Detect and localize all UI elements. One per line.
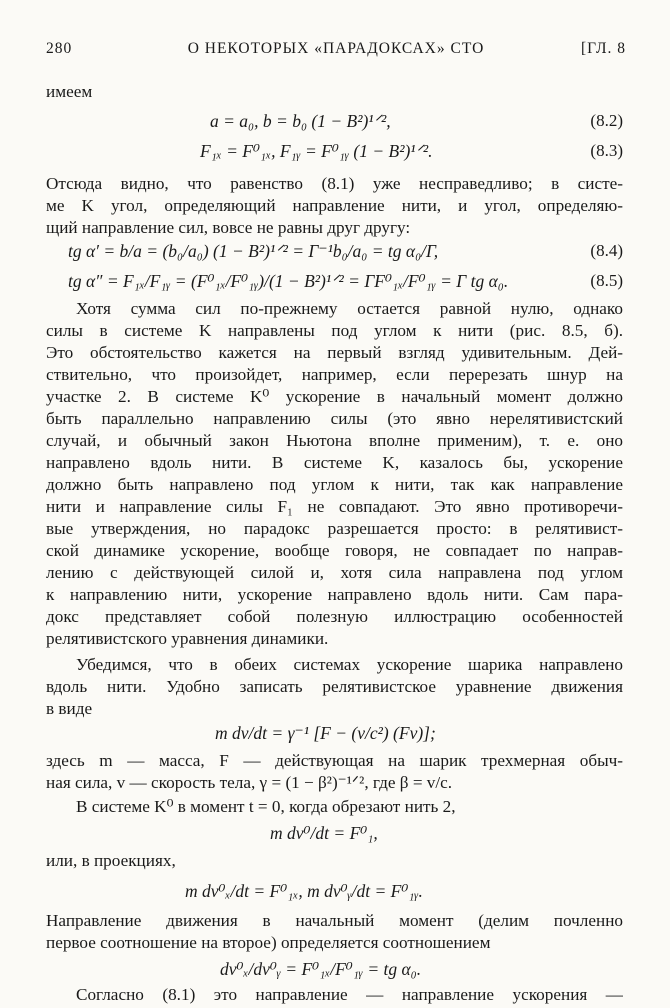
paragraph-line: В системе K⁰ в момент t = 0, когда обрезают нить 2, [76, 797, 456, 816]
equation-8-4: tg α′ = b/a = (b₀/a₀) (1 − B²)¹ᐟ² = Γ⁻¹b₀/a₀ = tg α₀/Γ, [68, 241, 439, 261]
paragraph-line: вдоль нити. Удобно записать релятивистское уравнение движения [46, 677, 623, 696]
paragraph-line: релятивистского уравнения динамики. [46, 629, 329, 648]
paragraph-line: должно быть направлено под углом к нити, так как направление [46, 475, 623, 494]
paragraph-line: ствительно, что произойдет, например, если перерезать шнур на [46, 365, 623, 384]
paragraph-line: здесь m — масса, F — действующая на шарик трехмерная обыч- [46, 751, 623, 770]
equation-projections: m dv⁰ₓ/dt = F⁰₁ₓ, m dv⁰ᵧ/dt = F⁰₁ᵧ. [185, 881, 423, 901]
paragraph-line: силы в системе K направлены под углом к нити (рис. 8.5, б). [46, 321, 623, 340]
paragraph-line: первое соотношение на второе) определяется соотношением [46, 933, 491, 952]
intro-text: имеем [46, 82, 93, 101]
paragraph-line: лению с действующей силой и, хотя сила направлена под углом [46, 563, 623, 582]
paragraph-line: Направление движения в начальный момент (делим почленно [46, 911, 623, 930]
paragraph-line: щий направление сил, вовсе не равны друг другу: [46, 218, 411, 237]
paragraph-line: или, в проекциях, [46, 851, 176, 870]
paragraph-line: Согласно (8.1) это направление — направление ускорения — [76, 985, 623, 1004]
equation-k0: m dv⁰/dt = F⁰₁, [270, 823, 378, 843]
chapter-marker: [ГЛ. 8 [581, 40, 626, 57]
paragraph-line: направлено вдоль нити. В системе K, казалось бы, ускорение [46, 453, 623, 472]
paragraph-line: Это обстоятельство кажется на первый взгляд удивительным. Дей- [46, 343, 623, 362]
equation-label-8-3: (8.3) [590, 141, 623, 160]
equation-8-2: a = a₀, b = b₀ (1 − B²)¹ᐟ², [210, 111, 391, 131]
equation-label-8-5: (8.5) [590, 271, 623, 290]
paragraph-line: к направлению нити, ускорение направлено вдоль нити. Сам пара- [46, 585, 623, 604]
paragraph-line: докс представляет собой полезную иллюстрацию особенностей [46, 607, 623, 626]
paragraph-line: Отсюда видно, что равенство (8.1) уже несправедливо; в систе- [46, 174, 623, 193]
paragraph-line: ской динамике ускорение, вообще говоря, не совпадает по направ- [46, 541, 623, 560]
paragraph-line: в виде [46, 699, 93, 718]
paragraph-line: нити и направление силы F₁ не совпадают. Это явно противоречи- [46, 497, 623, 516]
paragraph-line: быть параллельно направлению силы (это явно нерелятивистский [46, 409, 623, 428]
paragraph-line: ная сила, v — скорость тела, γ = (1 − β²)⁻¹ᐟ², где β = v/c. [46, 773, 453, 792]
paragraph-line: Хотя сумма сил по-прежнему остается равной нулю, однако [76, 299, 623, 318]
paragraph-line: вые утверждения, но парадокс разрешается просто: в релятивист- [46, 519, 623, 538]
equation-motion: m dv/dt = γ⁻¹ [F − (v/c²) (Fv)]; [215, 723, 436, 743]
paragraph-line: случай, и обычный закон Ньютона вполне применим), т. е. оно [46, 431, 623, 450]
equation-8-3: F₁ₓ = F⁰₁ₓ, F₁ᵧ = F⁰₁ᵧ (1 − B²)¹ᐟ². [200, 141, 433, 161]
running-title: О НЕКОТОРЫХ «ПАРАДОКСАХ» СТО [187, 40, 485, 57]
paragraph-line: Убедимся, что в обеих системах ускорение шарика направлено [76, 655, 623, 674]
page-number: 280 [46, 40, 73, 57]
page-header [46, 40, 626, 62]
equation-direction: dv⁰ₓ/dv⁰ᵧ = F⁰₁ₓ/F⁰₁ᵧ = tg α₀. [220, 959, 422, 979]
equation-label-8-2: (8.2) [590, 111, 623, 130]
equation-8-5: tg α″ = F₁ₓ/F₁ᵧ = (F⁰₁ₓ/F⁰₁ᵧ)/(1 − B²)¹ᐟ² = ΓF⁰₁ₓ/F⁰₁ᵧ = Γ tg α₀. [68, 271, 509, 291]
equation-label-8-4: (8.4) [590, 241, 623, 260]
paragraph-line: ме K угол, определяющий направление нити, и угол, определяю- [46, 196, 623, 215]
paragraph-line: участке 2. В системе K⁰ ускорение в начальный момент должно [46, 387, 623, 406]
